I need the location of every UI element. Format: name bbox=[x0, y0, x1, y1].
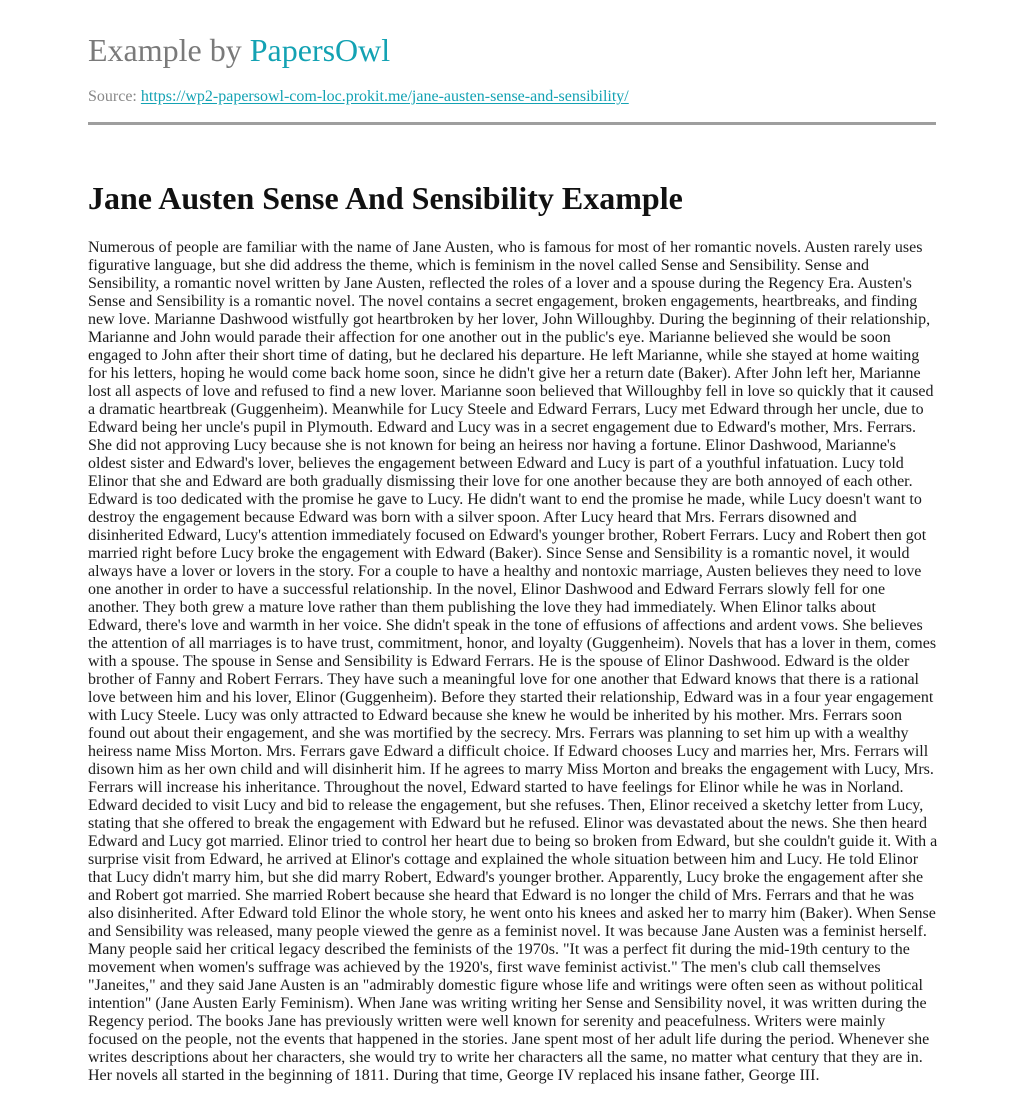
brand-line bbox=[88, 30, 936, 70]
article-title: Jane Austen Sense And Sensibility Example bbox=[88, 180, 683, 216]
brand-name: PapersOwl bbox=[249, 32, 391, 68]
article-body: Numerous of people are familiar with the name of Jane Austen, who is famous for most of her romantic novels. Austen rarely uses figurative language, but she did address the theme, which is feminism in the novel called Sense and Sensibility. Sense and Sensibility, a romantic novel written by Jane Austen, reflected the roles of a lover and a spouse during the Regency Era. Austen's Sense and Sensibility is a romantic novel. The novel contains a secret engagement, broken engagements, heartbreaks, and finding new love. Marianne Dashwood wistfully got heartbroken by her lover, John Willoughby. During the beginning of their relationship, Marianne and John would parade their affection for one another out in the public's eye. Marianne believed she would be soon engaged to John after their short time of dating, but he declared his departure. He left Marianne, while she stayed at home waiting for his letters, hoping he would come back home soon, since he didn't give her a return date (Baker). After John left her, Marianne lost all aspects of love and refused to find a new lover. Marianne soon believed that Willoughby fell in love so quickly that it caused a dramatic heartbreak (Guggenheim). Meanwhile for Lucy Steele and Edward Ferrars, Lucy met Edward through her uncle, due to Edward being her uncle's pupil in Plymouth. Edward and Lucy was in a secret engagement due to Edward's mother, Mrs. Ferrars. She did not approving Lucy because she is not known for being an heiress nor having a fortune. Elinor Dashwood, Marianne's oldest sister and Edward's lover, believes the engagement between Edward and Lucy is part of a youthful infatuation. Lucy told Elinor that she and Edward are both gradually dismissing their love for one another because they are both annoyed of each other. Edward is too dedicated with the promise he gave to Lucy. He didn't want to end the promise he made, while Lucy doesn't want to destroy the engagement because Edward was born with a silver spoon. After Lucy heard that Mrs. Ferrars disowned and disinherited Edward, Lucy's attention immediately focused on Edward's younger brother, Robert Ferrars. Lucy and Robert then got married right before Lucy broke the engagement with Edward (Baker). Since Sense and Sensibility is a romantic novel, it would always have a lover or lovers in the story. For a couple to have a healthy and nontoxic marriage, Austen believes they need to love one another in order to have a successful relationship. In the novel, Elinor Dashwood and Edward Ferrars slowly fell for one another. They both grew a mature love rather than them publishing the love they had immediately. When Elinor talks about Edward, there's love and warmth in her voice. She didn't speak in the tone of effusions of affections and ardent vows. She believes the attention of all marriages is to have trust, commitment, honor, and loyalty (Guggenheim). Novels that has a lover in them, comes with a spouse. The spouse in Sense and Sensibility is Edward Ferrars. He is the spouse of Elinor Dashwood. Edward is the older brother of Fanny and Robert Ferrars. They have such a meaningful love for one another that Edward knows that there is a rational love between him and his lover, Elinor (Guggenheim). Before they started their relationship, Edward was in a four year engagement with Lucy Steele. Lucy was only attracted to Edward because she knew he would be inherited by his mother. Mrs. Ferrars soon found out about their engagement, and she was mortified by the secrecy. Mrs. Ferrars was planning to set him up with a wealthy heiress name Miss Morton. Mrs. Ferrars gave Edward a difficult choice. If Edward chooses Lucy and marries her, Mrs. Ferrars will disown him as her own child and will disinherit him. If he agrees to marry Miss Morton and breaks the engagement with Lucy, Mrs. Ferrars will increase his inheritance. Throughout the novel, Edward started to have feelings for Elinor while he was in Norland. Edward decided to visit Lucy and bid to release the engagement, but she refuses. Then, Elinor received a sketchy letter from Lucy, stating that she offered to break the engagement with Edward but he refused. Elinor was devastated about the news. She then heard Edward and Lucy got married. Elinor tried to control her heart due to being so broken from Edward, but she couldn't guide it. With a surprise visit from Edward, he arrived at Elinor's cottage and explained the whole situation between him and Lucy. He told Elinor that Lucy didn't marry him, but she did marry Robert, Edward's younger brother. Apparently, Lucy broke the engagement after she and Robert got married. She married Robert because she heard that Edward is no longer the child of Mrs. Ferrars and that he was also disinherited. After Edward told Elinor the whole story, he went onto his knees and asked her to marry him (Baker). When Sense and Sensibility was released, many people viewed the genre as a feminist novel. It was because Jane Austen was a feminist herself. Many people said her critical legacy described the feminists of the 1970s. "It was a perfect fit during the mid-19th century to the movement when women's suffrage was achieved by the 1920's, first wave feminist activist." The men's club call themselves "Janeites," and they said Jane Austen is an "admirably domestic figure whose life and writings were often seen as without political intention" (Jane Austen Early Feminism). When Jane was writing writing her Sense and Sensibility novel, it was written during the Regency period. The books Jane has previously written were well known for serenity and peacefulness. Writers were mainly focused on the people, not the events that happened in the stories. Jane spent most of her adult life during the period. Whenever she writes descriptions about her characters, she would try to write her characters all the same, no matter what century that they are in. Her novels all started in the beginning of 1811. During that time, George IV replaced his insane father, George III. bbox=[88, 239, 938, 1084]
brand-prefix: Example by bbox=[88, 32, 242, 68]
header-divider bbox=[88, 122, 936, 125]
source-label: Source: bbox=[88, 88, 137, 105]
page-header bbox=[88, 30, 936, 107]
source-line bbox=[88, 87, 936, 107]
source-link[interactable]: https://wp2-papersowl-com-loc.prokit.me/jane-austen-sense-and-sensibility/ bbox=[140, 88, 629, 105]
